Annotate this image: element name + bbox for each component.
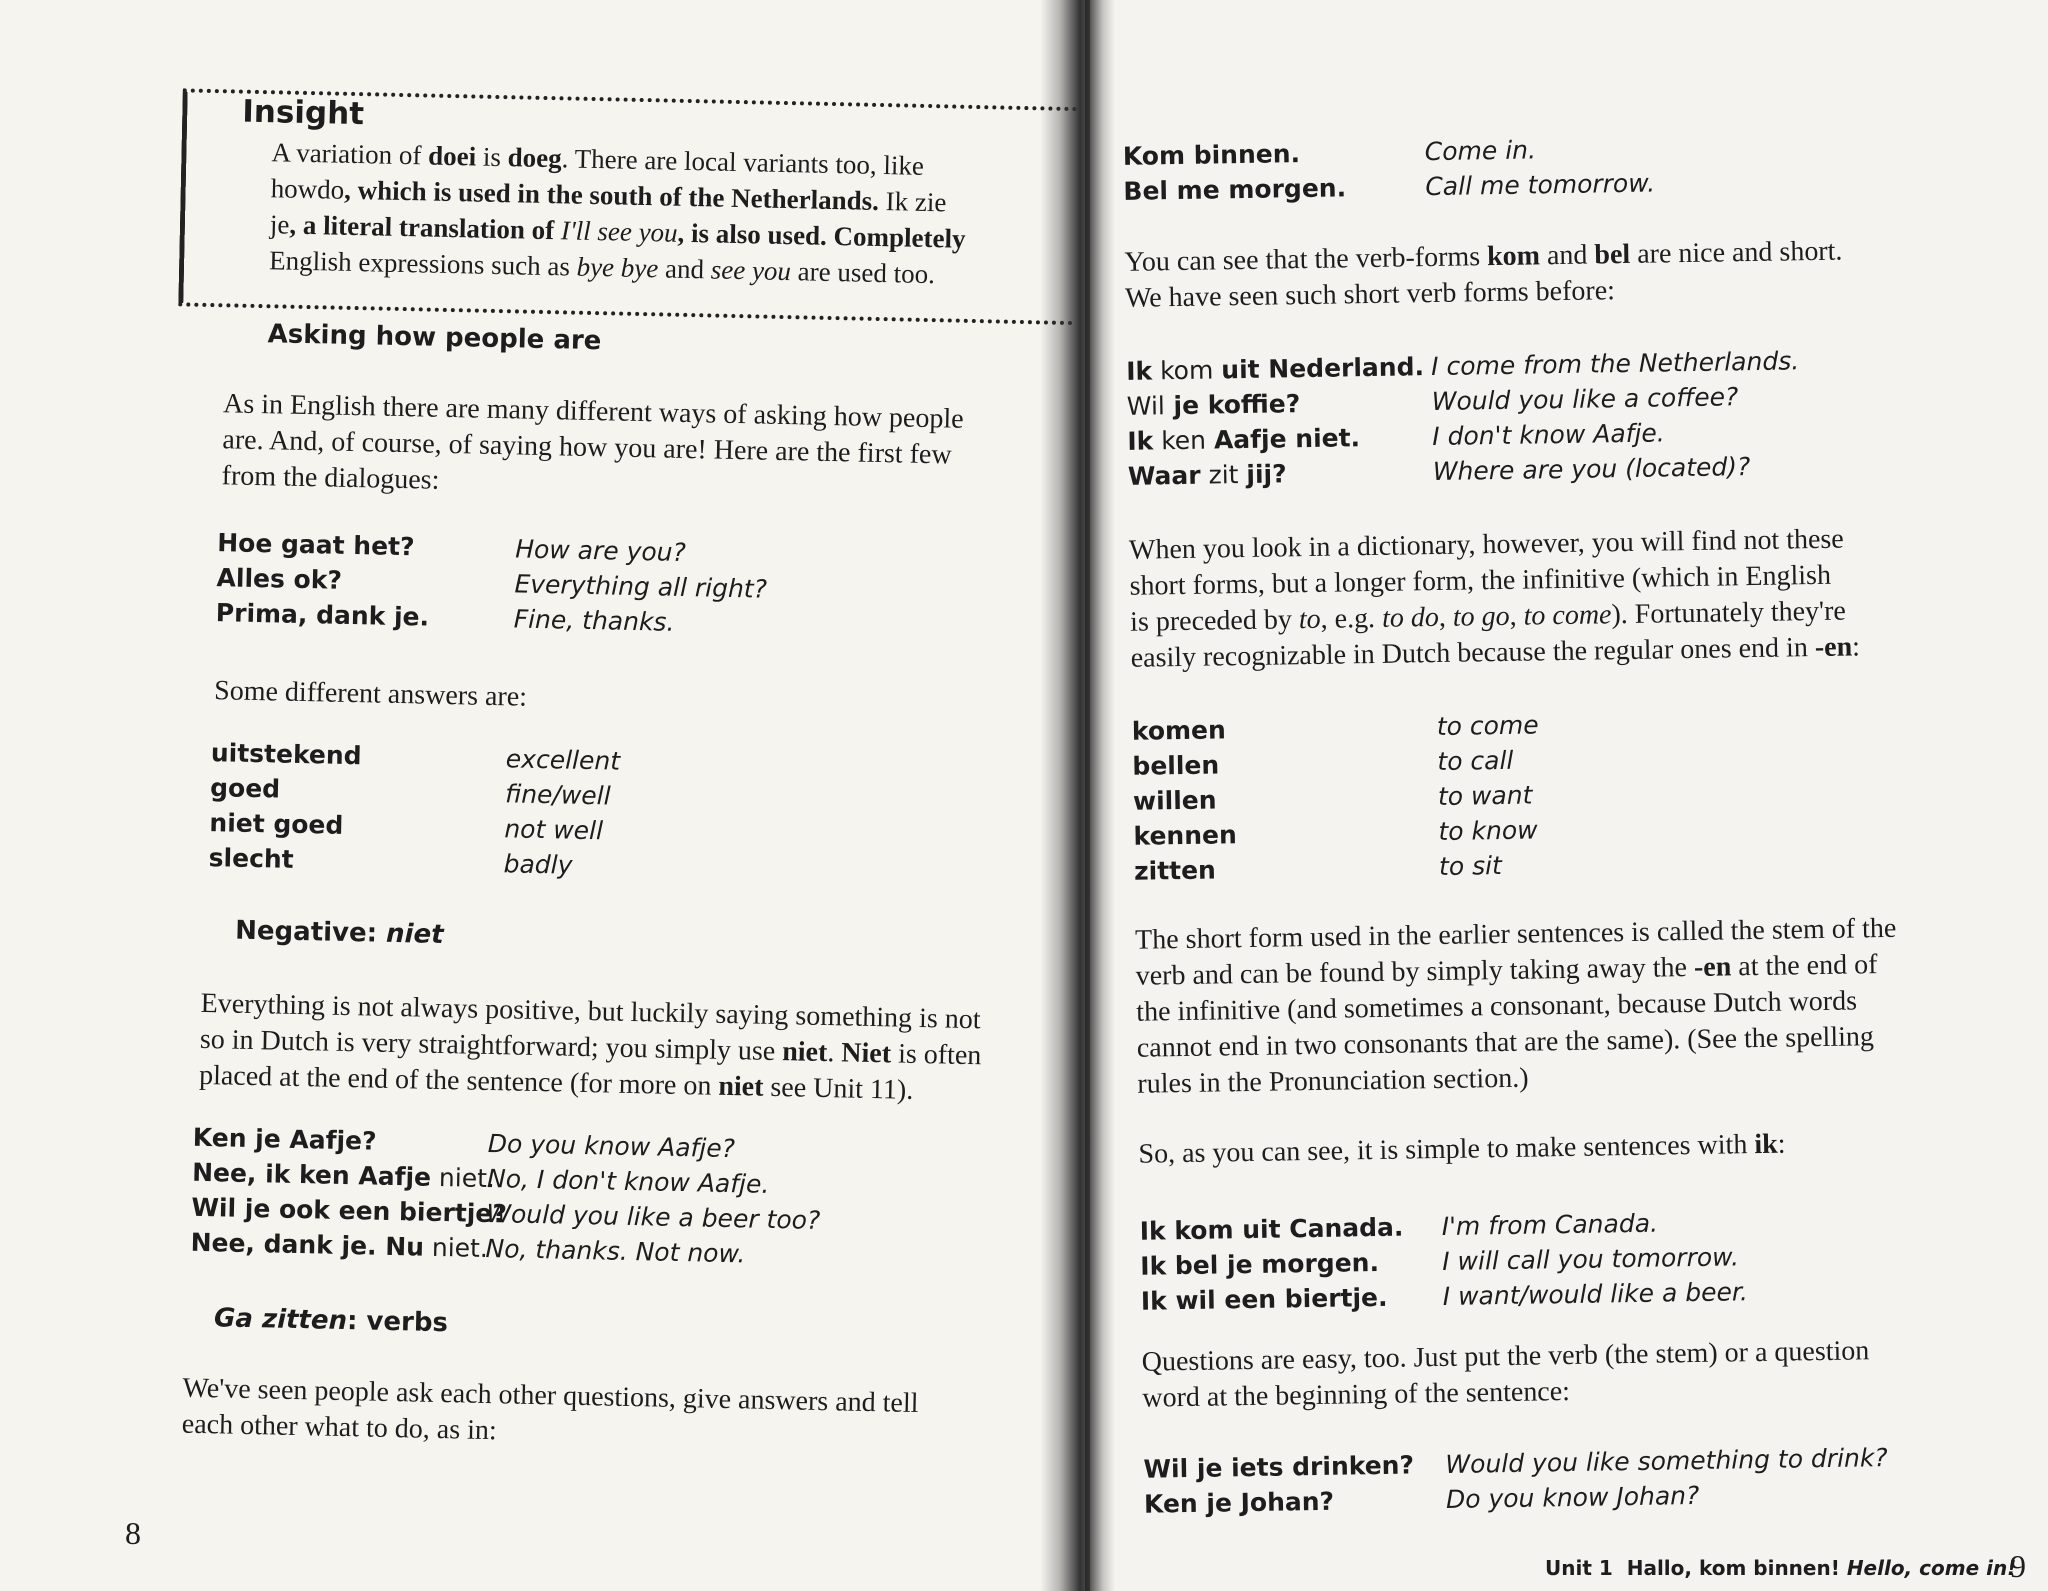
asking-heading: Asking how people are	[267, 319, 602, 357]
verbs-heading	[214, 1303, 449, 1338]
text-run: :	[1851, 631, 1861, 663]
text-run: niet	[718, 1070, 764, 1103]
english-translation: I will call you tomorrow.	[1442, 1242, 1740, 1276]
text-run: at the end of	[1731, 949, 1878, 983]
english-translation: to want	[1437, 780, 1533, 811]
text-run: verb and can be found by simply taking away the	[1135, 951, 1695, 992]
dutch-term: kennen	[1133, 820, 1237, 851]
text-run: doeg	[507, 142, 563, 174]
text-run: , is also used. Completely	[677, 217, 966, 254]
english-translation: not well	[504, 814, 604, 846]
dutch-term: Ik bel je morgen.	[1140, 1247, 1380, 1281]
text-run: so in Dutch is very straightforward; you simply use	[199, 1023, 783, 1068]
english-translation: to know	[1438, 815, 1538, 846]
dutch-bold: Wil je ook een biertje?	[191, 1192, 508, 1229]
english-translation: badly	[503, 849, 573, 880]
text-run: doei	[427, 140, 477, 172]
english-translation: Would you like a coffee?	[1431, 382, 1739, 417]
english-translation: Would you like something to drink?	[1445, 1443, 1888, 1479]
dutch-sentence	[190, 1228, 488, 1263]
paragraph-line	[1137, 1021, 1875, 1065]
text-run: ,	[1509, 600, 1524, 632]
dutch-term: Kom binnen.	[1122, 139, 1301, 171]
text-run: see Unit 11).	[763, 1071, 914, 1106]
dutch-sentence	[1127, 423, 1360, 456]
dutch-sentence	[193, 1123, 377, 1156]
dutch-sentence	[191, 1193, 507, 1229]
text-run: placed at the end of the sentence (for more on	[198, 1059, 719, 1102]
text-run: , which is used in the south of the Netherlands.	[343, 174, 887, 217]
text-run: -en	[1693, 951, 1732, 983]
dutch-term: Prima, dank je.	[215, 598, 430, 632]
text-run: -en	[1814, 631, 1853, 664]
dutch-term: Ik kom uit Canada.	[1139, 1212, 1404, 1246]
english-translation: Call me tomorrow.	[1425, 168, 1656, 202]
dutch-plain: niet.	[430, 1162, 496, 1194]
english-translation: I don't know Aafje.	[1432, 418, 1665, 452]
text-run: ,	[1438, 601, 1454, 633]
text-run: Ik	[1125, 356, 1153, 386]
text-run: bye bye	[576, 251, 659, 284]
text-run: I'll see you	[560, 215, 678, 248]
running-footer	[1545, 1556, 2016, 1580]
paragraph-line: are. And, of course, of saying how you are! Here are the first few	[222, 424, 952, 471]
text-run: , a literal translation of	[289, 209, 562, 246]
text-run: We have seen such short verb forms before:	[1124, 275, 1616, 314]
paragraph-line: word at the beginning of the sentence:	[1142, 1375, 1571, 1414]
text-run: uit Nederland.	[1221, 352, 1425, 385]
footer-title-nl: Hallo, kom binnen!	[1626, 1556, 1840, 1580]
dutch-term: uitstekend	[210, 738, 362, 771]
text-run: The short form used in the earlier sentences is called the stem of the	[1134, 912, 1897, 956]
text-run: are used too.	[790, 256, 936, 290]
right-page-content	[1085, 0, 2048, 1591]
text-run: see you	[710, 254, 792, 287]
paragraph-line	[1137, 1063, 1529, 1101]
english-translation: I come from the Netherlands.	[1430, 346, 1800, 382]
english-translation: excellent	[505, 744, 621, 776]
book-spine-shadow-right	[1085, 0, 1115, 1591]
text-run: Everything is not always positive, but luckily saying something is not	[200, 987, 981, 1036]
paragraph-line	[1124, 236, 1842, 279]
text-run: . There are local variants too, like	[561, 143, 925, 181]
paragraph-line: As in English there are many different ways of asking how people	[222, 388, 964, 435]
paragraph-line: Questions are easy, too. Just put the verb (the stem) or a question	[1141, 1335, 1870, 1378]
text-run: is preceded by	[1129, 604, 1300, 638]
text-run: When you look in a dictionary, however, you will find not these	[1128, 523, 1844, 566]
text-run: Wil	[1126, 391, 1166, 421]
text-run: is often	[890, 1038, 982, 1072]
text-run: bel	[1594, 238, 1631, 271]
text-run: Aafje niet.	[1213, 423, 1361, 455]
dutch-term: Wil je iets drinken?	[1143, 1450, 1415, 1484]
page-number-right: 9	[2010, 1548, 2026, 1584]
footer-title-en: Hello, come in!	[1846, 1556, 2017, 1580]
paragraph-line	[1129, 560, 1831, 603]
text-run: short forms, but a longer form, the infinitive (which in English	[1129, 559, 1832, 602]
english-translation: I'm from Canada.	[1441, 1208, 1659, 1241]
text-run: is	[475, 141, 509, 173]
text-run: are nice and short.	[1629, 235, 1843, 270]
english-translation: Do you know Johan?	[1445, 1480, 1700, 1514]
english-translation: Fine, thanks.	[513, 604, 675, 637]
text-run: Ik zie	[885, 186, 947, 218]
paragraph-line	[1138, 1129, 1785, 1171]
english-translation: I want/would like a beer.	[1442, 1277, 1749, 1311]
right-page	[1085, 0, 2048, 1591]
english-translation: Where are you (located)?	[1432, 452, 1751, 487]
text-run: zit	[1200, 459, 1247, 490]
paragraph-line: from the dialogues:	[221, 460, 440, 496]
dutch-term: zitten	[1133, 855, 1217, 886]
text-run: je	[269, 209, 290, 240]
text-run: ik	[1754, 1128, 1778, 1161]
dutch-term: willen	[1132, 785, 1217, 816]
negative-heading	[235, 916, 444, 950]
text-run: cannot end in two consonants that are the same). (See the spelling	[1136, 1021, 1875, 1064]
text-run: to go	[1452, 600, 1510, 633]
paragraph-line	[1130, 631, 1860, 674]
dutch-term: komen	[1131, 715, 1227, 746]
dutch-sentence	[1127, 389, 1301, 421]
english-translation: Come in.	[1424, 135, 1537, 167]
text-run: and	[1539, 239, 1595, 272]
english-translation: to come	[1436, 710, 1539, 742]
dutch-term: Ken je Johan?	[1143, 1486, 1335, 1519]
text-run: to do	[1381, 601, 1440, 634]
text-run: So, as you can see, it is simple to make sentences with	[1138, 1129, 1755, 1170]
negative-heading-text: Negative:	[234, 915, 387, 949]
text-run: ). Fortunately they're	[1611, 595, 1847, 631]
dutch-term: Alles ok?	[216, 563, 343, 595]
text-run: rules in the Pronunciation section.)	[1137, 1062, 1529, 1100]
paragraph-line	[1125, 275, 1615, 315]
text-run: .	[827, 1037, 842, 1069]
text-run: A variation of	[271, 137, 429, 171]
text-run: English expressions such as	[268, 245, 577, 282]
english-translation: Do you know Aafje?	[487, 1128, 736, 1164]
text-run: the infinitive (and sometimes a consonant, because Dutch words	[1136, 985, 1858, 1028]
dutch-term: slecht	[208, 843, 294, 874]
text-run: kom	[1486, 240, 1541, 273]
text-run: easily recognizable in Dutch because the regular ones end in	[1130, 632, 1816, 674]
text-run: to	[1298, 603, 1321, 636]
english-translation: fine/well	[504, 779, 611, 811]
text-run: ken	[1153, 425, 1215, 456]
negative-heading-word: niet	[385, 918, 444, 951]
imperative-list	[1085, 0, 2035, 206]
verbs-heading-italic: Ga zitten	[213, 1303, 348, 1337]
page-number-left: 8	[125, 1515, 141, 1551]
text-run: You can see that the verb-forms	[1124, 241, 1488, 278]
answers-intro: Some different answers are:	[213, 675, 528, 713]
dutch-term: Hoe gaat het?	[217, 528, 415, 562]
text-run: :	[1777, 1128, 1786, 1160]
english-translation: Everything all right?	[514, 569, 768, 604]
text-run: jij?	[1246, 459, 1287, 489]
english-translation: No, I don't know Aafje.	[486, 1163, 770, 1199]
dutch-sentence	[1128, 459, 1287, 490]
text-run: Niet	[841, 1037, 892, 1070]
text-run: Waar	[1127, 460, 1201, 491]
english-translation: to sit	[1438, 851, 1503, 881]
english-translation: How are you?	[514, 534, 687, 567]
dutch-term: Ik wil een biertje.	[1140, 1282, 1388, 1316]
dutch-term: bellen	[1132, 750, 1220, 781]
dutch-sentence	[1126, 352, 1424, 386]
dutch-bold: Ken je Aafje?	[192, 1122, 377, 1156]
text-run: je koffie?	[1164, 389, 1301, 421]
english-translation: No, thanks. Not now.	[485, 1233, 746, 1269]
dutch-plain: niet.	[423, 1232, 489, 1264]
text-run: , e.g.	[1320, 602, 1383, 635]
dutch-bold: Nee, dank je. Nu	[190, 1227, 425, 1262]
paragraph-line: each other what to do, as in:	[181, 1408, 498, 1447]
text-run: niet	[781, 1036, 828, 1069]
dutch-term: goed	[209, 773, 281, 804]
text-run: and	[658, 253, 712, 285]
text-run: Ik	[1127, 426, 1154, 456]
dutch-bold: Nee, ik ken Aafje	[191, 1157, 432, 1192]
english-translation: to call	[1437, 745, 1514, 776]
footer-unit: Unit 1	[1545, 1556, 1613, 1580]
text-run: kom	[1151, 355, 1222, 386]
dutch-sentence	[192, 1158, 495, 1193]
paragraph-line: We've seen people ask each other questions, give answers and tell	[182, 1372, 919, 1420]
book-spine-shadow	[1040, 0, 1090, 1591]
insight-title: Insight	[241, 93, 365, 133]
verbs-heading-text: : verbs	[346, 1306, 449, 1339]
text-run: to come	[1523, 599, 1612, 632]
text-run: howdo	[270, 173, 345, 205]
dutch-term: niet goed	[209, 808, 344, 840]
dutch-term: Bel me morgen.	[1123, 173, 1347, 206]
english-translation: Would you like a beer too?	[486, 1198, 821, 1235]
